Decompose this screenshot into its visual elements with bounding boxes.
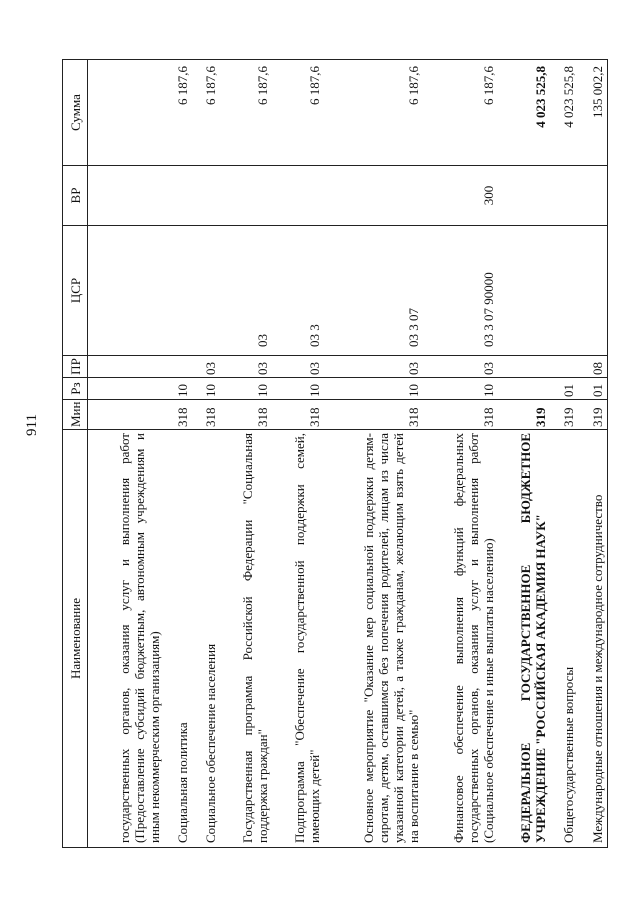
cell-min: 318 [192,400,220,430]
header-name: Наименование [63,430,88,848]
cell-csr: 03 3 [272,226,324,356]
cell-min: 319 [498,400,550,430]
cell-csr: 03 3 07 90000 [423,226,498,356]
cell-csr [498,226,550,356]
cell-name: Финансовое обеспечение выполнения функций федеральных государственных органов, оказания услуг и выполнения работ (Социальное обеспечение и иные выплаты населению) [423,430,498,848]
header-min: Мин [63,400,88,430]
cell-csr [88,226,164,356]
cell-min: 319 [550,400,578,430]
cell-pr [550,356,578,378]
cell-vr [220,166,272,226]
cell-rz [498,378,550,400]
header-sum: Сумма [63,60,88,166]
cell-sum: 6 187,6 [220,60,272,166]
cell-csr [550,226,578,356]
cell-rz: 10 [164,378,192,400]
cell-vr [578,166,607,226]
cell-min: 318 [423,400,498,430]
cell-rz: 10 [220,378,272,400]
cell-sum: 135 002,2 [578,60,607,166]
cell-vr [88,166,164,226]
cell-rz [88,378,164,400]
table-row [88,60,164,848]
cell-sum: 6 187,6 [192,60,220,166]
cell-vr [550,166,578,226]
cell-name: Социальное обеспечение населения [192,430,220,848]
cell-rz: 01 [578,378,607,400]
cell-rz: 01 [550,378,578,400]
table-row [578,60,607,848]
cell-sum: 6 187,6 [272,60,324,166]
table-row [550,60,578,848]
cell-name: Социальная политика [164,430,192,848]
cell-min: 318 [272,400,324,430]
cell-csr [192,226,220,356]
cell-vr [272,166,324,226]
cell-sum: 6 187,6 [164,60,192,166]
cell-name: Государственная программа Российской Федерации "Социальная поддержка граждан" [220,430,272,848]
header-vr: ВР [63,166,88,226]
cell-pr: 03 [192,356,220,378]
cell-sum: 4 023 525,8 [498,60,550,166]
cell-csr: 03 3 07 [324,226,423,356]
cell-name: Общегосударственные вопросы [550,430,578,848]
cell-vr [164,166,192,226]
cell-csr [164,226,192,356]
cell-pr: 03 [324,356,423,378]
table-row [272,60,324,848]
cell-sum [88,60,164,166]
cell-min: 318 [220,400,272,430]
cell-pr [498,356,550,378]
table-row [164,60,192,848]
cell-min [88,400,164,430]
cell-rz: 10 [324,378,423,400]
cell-name: Основное мероприятие "Оказание мер социальной поддержки детям-сиротам, детям, оставшимся без попечения родителей, лицам из числа указанной категории детей, а также гражданам, желающим взять детей на воспитание в семью" [324,430,423,848]
table-row [220,60,272,848]
cell-sum: 6 187,6 [423,60,498,166]
cell-vr [498,166,550,226]
table-row [192,60,220,848]
table-body [88,60,608,848]
cell-rz: 10 [272,378,324,400]
page-number: 911 [24,414,40,436]
cell-sum: 6 187,6 [324,60,423,166]
budget-table-rotated [62,60,608,848]
cell-name: Подпрограмма "Обеспечение государственной поддержки семей, имеющих детей" [272,430,324,848]
table-row [423,60,498,848]
header-csr: ЦСР [63,226,88,356]
cell-sum: 4 023 525,8 [550,60,578,166]
table-row [324,60,423,848]
cell-pr [88,356,164,378]
cell-min: 318 [164,400,192,430]
table-header-row [63,60,88,848]
cell-rz: 10 [423,378,498,400]
cell-csr: 03 [220,226,272,356]
cell-name: ФЕДЕРАЛЬНОЕ ГОСУДАРСТВЕННОЕ БЮДЖЕТНОЕ УЧРЕЖДЕНИЕ "РОССИЙСКАЯ АКАДЕМИЯ НАУК" [498,430,550,848]
cell-rz: 10 [192,378,220,400]
cell-csr [578,226,607,356]
cell-vr [192,166,220,226]
cell-pr: 08 [578,356,607,378]
cell-pr [164,356,192,378]
cell-min: 318 [324,400,423,430]
cell-vr [324,166,423,226]
cell-min: 319 [578,400,607,430]
table-row [498,60,550,848]
cell-vr: 300 [423,166,498,226]
header-pr: ПР [63,356,88,378]
cell-pr: 03 [220,356,272,378]
budget-table [62,59,608,848]
cell-name: государственных органов, оказания услуг и выполнения работ (Предоставление субсидий бюджетным, автономным учреждениям и иным некоммерческим организациям) [88,430,164,848]
cell-pr: 03 [423,356,498,378]
cell-name: Международные отношения и международное сотрудничество [578,430,607,848]
cell-pr: 03 [272,356,324,378]
header-rz: Рз [63,378,88,400]
